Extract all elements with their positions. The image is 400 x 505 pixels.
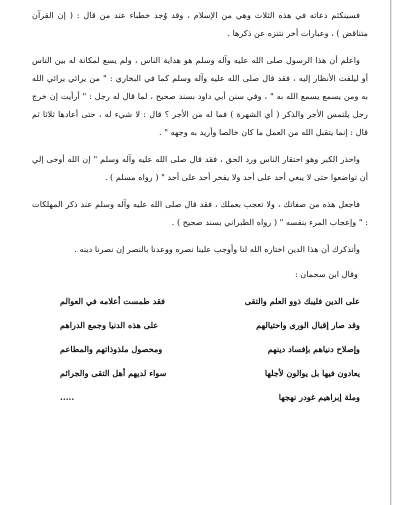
verse-3	[60, 337, 360, 361]
page-content	[32, 6, 368, 409]
paragraph-3: واحذر الكبر وهو احتقار الناس ورد الحق ، فقد قال صلى الله عليه وآله وسلم " إن الله أوحى إلي أن تواضعوا حتى لا يبغي أحد على أحد ولا يفخر أحد على أحد " ( رواه مسلم ) .	[32, 154, 368, 182]
verse-1-first: على الدين فليبك ذوو العلم والتقى	[244, 296, 360, 306]
verse-1	[60, 289, 360, 313]
verse-1-second: فقد طمست أعلامه في العوالم	[60, 296, 166, 306]
verse-4-second: سواء لديهم أهل التقى والجرائم	[60, 368, 167, 378]
verse-5	[60, 385, 360, 409]
document-page	[12, 0, 391, 505]
verse-2-second: على هذه الدنيا وجمع الدراهم	[60, 320, 159, 330]
verse-5-second: .....	[60, 392, 75, 402]
verse-2-first: وقد صار إقبال الورى واحتيالهم	[256, 320, 360, 330]
verse-5-first: وملة إبراهيم غودر نهجها	[278, 392, 360, 402]
paragraph-1: فسينكثم دعاته في هذه الثلاث وهي من الإسلام ، وقد وُجد خطباء عند من قال : ( إن القرآن متناقض ) ، وعبارات أخر نتنزه عن ذكرها .	[32, 10, 368, 38]
verse-3-second: ومحصول ملذوذاتهم والمطاعم	[60, 344, 163, 354]
verse-2	[60, 313, 360, 337]
verse-4-first: يعادون فيها بل يوالون لأجلها	[264, 368, 360, 378]
paragraph-2: واعلم أن هذا الرسول صلى الله عليه وآله وسلم هو هداية الناس ، ولم يسع لمكانة له بين الناس أو ليلفت الأنظار إليه ، فقد قال صلى الله عليه وآله وسلم كما في البخاري : " من يرائي يرائي الله به ومن يسمع يسمع الله به " ، وفي سنن أبي داود بسند صحيح ، لما قال له رجل : " أرأيت إن خرج رجل يلتمس الأجر والذكر ( أي الشهرة ) فما له من الأجر ؟ قال : لا شيء له ، حتى أعادها ثلاثا ثم قال : إنما يتقبل الله من العمل ما كان خالصا وأريد به وجهه " .	[32, 55, 368, 137]
poem	[60, 289, 360, 409]
verse-3-first: وإصلاح دنياهم بإفساد دينهم	[267, 344, 360, 354]
paragraph-4: فاجعل هذه من صفاتك ، ولا تعجب بعملك ، فقد قال صلى الله عليه وآله وسلم عند ذكر المهلكات : " وإعجاب المرء بنفسه " ( رواه الطبراني بسند صحيح ) .	[32, 199, 368, 227]
verse-4	[60, 361, 360, 385]
poet-intro: وقال ابن سحمان :	[294, 269, 358, 279]
paragraph-5: وأتذكرك أن هذا الدين اختاره الله لنا وأوجب علينا نصره ووعدنا بالنصر إن نصرنا دينه .	[74, 244, 360, 254]
